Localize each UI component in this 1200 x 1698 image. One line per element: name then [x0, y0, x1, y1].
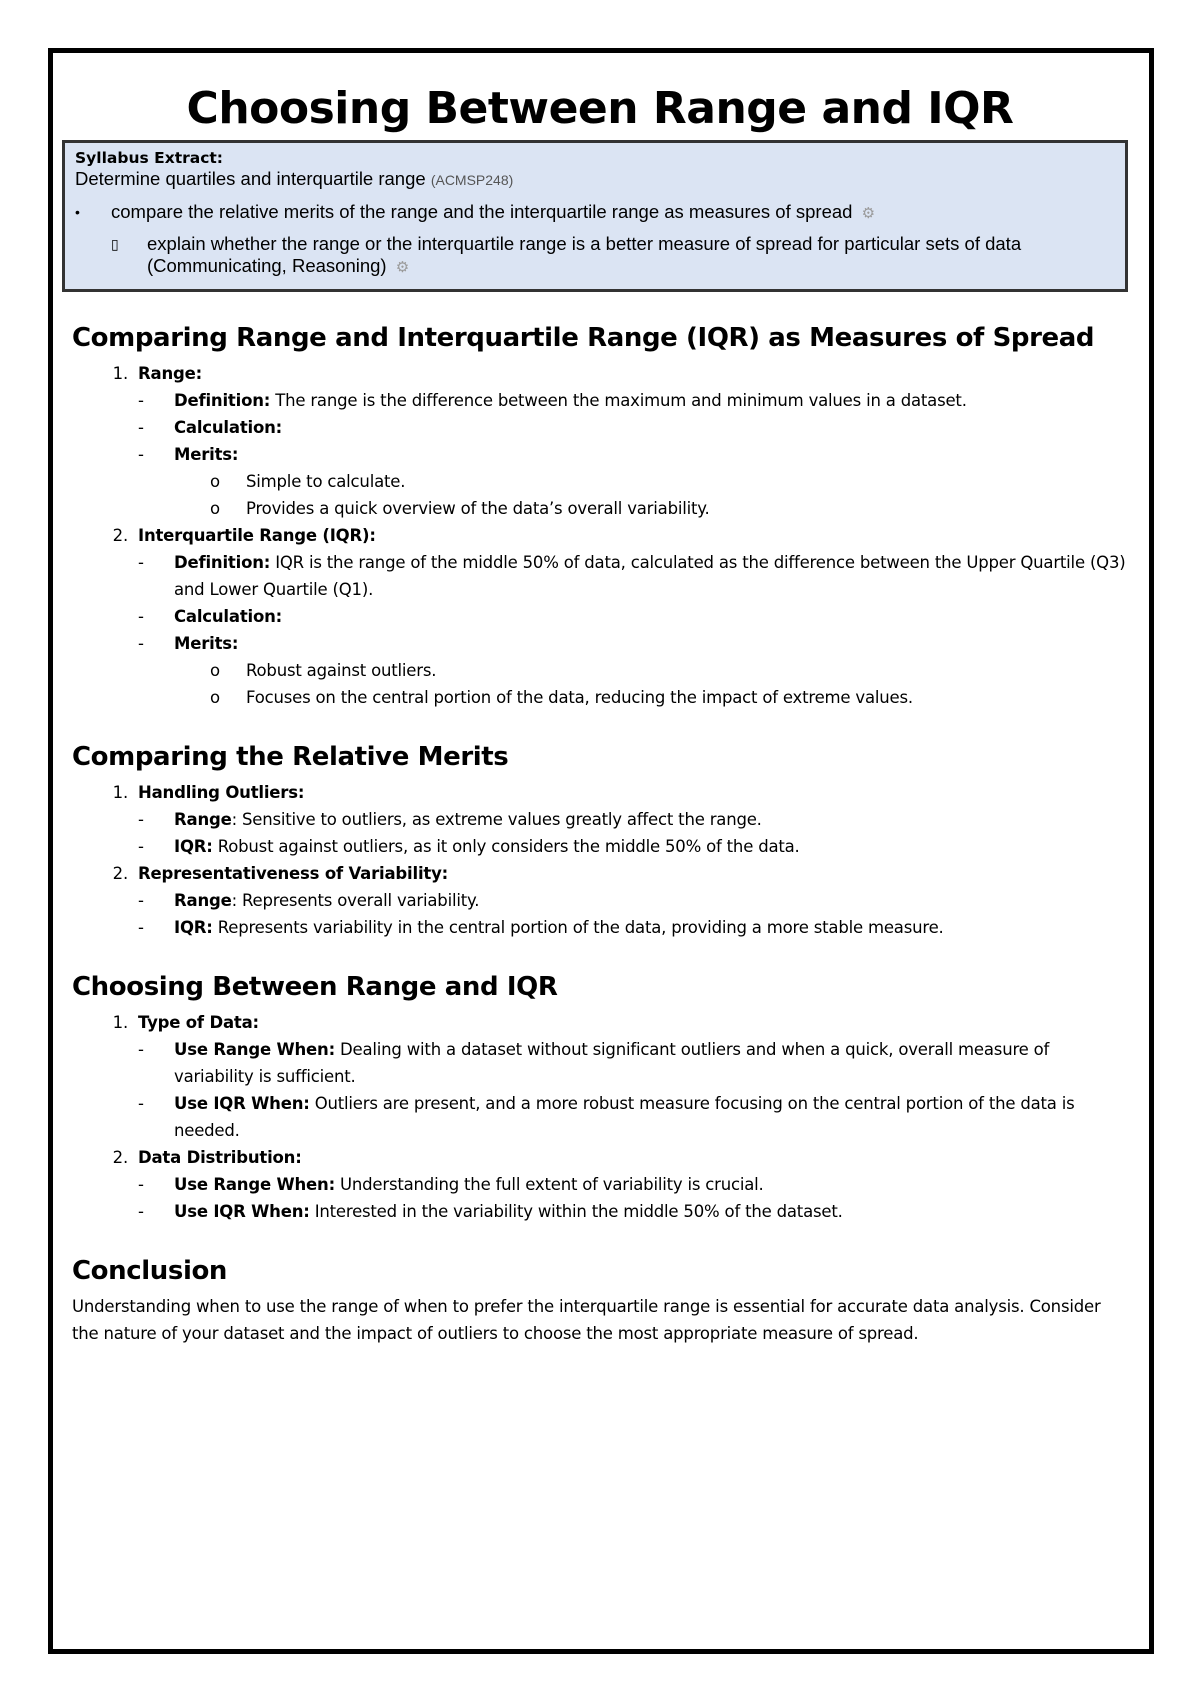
list-number: 2.: [112, 864, 128, 883]
conclusion-text: Understanding when to use the range of when to prefer the interquartile range is essential for accurate data analysis. Consider the nature of your dataset and the impact of outliers to choose the most appropriate measure of spread.: [72, 1297, 1101, 1343]
list-item: [72, 522, 1128, 549]
term-label: Range: [174, 891, 232, 910]
dash-marker: -: [138, 634, 144, 653]
list-label: Type of Data:: [138, 1013, 259, 1032]
list-text: [174, 1090, 1128, 1144]
dash-marker: -: [138, 918, 144, 937]
circle-marker: o: [210, 661, 220, 680]
term-text: : Represents overall variability.: [231, 891, 480, 910]
bullet-marker: •: [75, 204, 80, 220]
syllabus-heading: Syllabus Extract:: [75, 149, 223, 167]
list-item: [210, 657, 1128, 684]
section-heading-comparing: Comparing Range and Interquartile Range (IQR) as Measures of Spread: [72, 323, 1095, 353]
syllabus-bullet-text: compare the relative merits of the range and the interquartile range as measures of spread: [111, 201, 853, 222]
list-item: [72, 779, 1128, 806]
term-label: Merits:: [174, 445, 239, 464]
list-text: Focuses on the central portion of the data, reducing the impact of extreme values.: [246, 688, 913, 707]
list-item: [138, 549, 1128, 603]
list-text: [174, 387, 1128, 414]
list-item: [72, 360, 1128, 387]
term-text: Dealing with a dataset without significant outliers and when a quick, overall measure of variability is sufficient.: [174, 1040, 1050, 1086]
list-item: [72, 1009, 1128, 1036]
term-text: Understanding the full extent of variability is crucial.: [334, 1175, 764, 1194]
circle-marker: o: [210, 499, 220, 518]
dash-marker: -: [138, 1175, 144, 1194]
list-item: [72, 1144, 1128, 1171]
list-text: Provides a quick overview of the data’s overall variability.: [246, 499, 710, 518]
list-item: [72, 860, 1128, 887]
syllabus-code: (ACMSP248): [430, 172, 514, 188]
term-text: The range is the difference between the maximum and minimum values in a dataset.: [270, 391, 967, 410]
syllabus-sub-content: [147, 233, 1115, 279]
term-label: Definition:: [174, 391, 271, 410]
dash-marker: -: [138, 1040, 144, 1059]
term-label: Use IQR When:: [174, 1202, 310, 1221]
list-label: Representativeness of Variability:: [138, 864, 449, 883]
list-item: [138, 914, 1128, 941]
list-item: [138, 630, 1128, 657]
term-text: : Sensitive to outliers, as extreme values greatly affect the range.: [231, 810, 762, 829]
list-item: [138, 887, 1128, 914]
list-item: [138, 387, 1128, 414]
list-text: [174, 806, 1128, 833]
list-item: [210, 495, 1128, 522]
document-content: [72, 78, 1128, 1347]
term-label: Use Range When:: [174, 1040, 335, 1059]
term-text: Robust against outliers, as it only considers the middle 50% of the data.: [212, 837, 800, 856]
syllabus-sub-text: explain whether the range or the interquartile range is a better measure of spread for particular sets of data (Communicating, Reasoning): [147, 233, 1022, 276]
syllabus-sub-bullet: [75, 233, 1115, 279]
list-item: [138, 1036, 1128, 1090]
section-heading-conclusion: Conclusion: [72, 1256, 228, 1286]
list-item: [210, 468, 1128, 495]
term-label: Use IQR When:: [174, 1094, 310, 1113]
term-label: Calculation:: [174, 418, 283, 437]
section-comparing: [72, 360, 1128, 711]
section-heading-merits: Comparing the Relative Merits: [72, 742, 509, 772]
term-label: IQR:: [174, 918, 213, 937]
list-text: [174, 1171, 1128, 1198]
syllabus-bullet-content: [111, 201, 875, 225]
term-label: IQR:: [174, 837, 213, 856]
list-label: Interquartile Range (IQR):: [138, 526, 376, 545]
list-text: [174, 1198, 1128, 1225]
list-text: [174, 549, 1128, 603]
page-title: Choosing Between Range and IQR: [186, 83, 1014, 134]
list-number: 1.: [112, 783, 128, 802]
list-label: Data Distribution:: [138, 1148, 302, 1167]
list-item: [138, 1171, 1128, 1198]
list-number: 2.: [112, 526, 128, 545]
list-label: Range:: [138, 364, 202, 383]
term-label: Merits:: [174, 634, 239, 653]
list-text: [174, 887, 1128, 914]
list-item: [138, 603, 1128, 630]
section-merits: [72, 779, 1128, 941]
dash-marker: -: [138, 1094, 144, 1113]
list-item: [138, 414, 1128, 441]
dash-marker: -: [138, 553, 144, 572]
list-item: [138, 441, 1128, 468]
dash-marker: -: [138, 445, 144, 464]
dash-marker: -: [138, 391, 144, 410]
sub-bullet-marker: ▯: [111, 236, 119, 252]
list-number: 1.: [112, 364, 128, 383]
syllabus-line: [75, 168, 1115, 191]
list-item: [138, 833, 1128, 860]
term-text: IQR is the range of the middle 50% of data, calculated as the difference between the Upper Quartile (Q3) and Lower Quartile (Q1).: [174, 553, 1126, 599]
term-text: Interested in the variability within the middle 50% of the dataset.: [309, 1202, 843, 1221]
gear-icon: ⚙: [395, 259, 410, 276]
dash-marker: -: [138, 607, 144, 626]
syllabus-line-text: Determine quartiles and interquartile range: [75, 168, 426, 189]
list-number: 1.: [112, 1013, 128, 1032]
list-number: 2.: [112, 1148, 128, 1167]
list-text: Simple to calculate.: [246, 472, 406, 491]
dash-marker: -: [138, 1202, 144, 1221]
term-label: Use Range When:: [174, 1175, 335, 1194]
list-item: [138, 806, 1128, 833]
syllabus-extract-box: [62, 140, 1128, 292]
list-item: [138, 1198, 1128, 1225]
syllabus-bullet: [75, 201, 1115, 225]
dash-marker: -: [138, 891, 144, 910]
circle-marker: o: [210, 472, 220, 491]
dash-marker: -: [138, 418, 144, 437]
term-label: Calculation:: [174, 607, 283, 626]
list-label: Handling Outliers:: [138, 783, 305, 802]
term-label: Definition:: [174, 553, 271, 572]
section-choosing: [72, 1009, 1128, 1225]
term-text: Represents variability in the central portion of the data, providing a more stable measure.: [212, 918, 944, 937]
list-item: [138, 1090, 1128, 1144]
section-heading-choosing: Choosing Between Range and IQR: [72, 972, 558, 1002]
gear-icon: ⚙: [861, 205, 876, 222]
dash-marker: -: [138, 810, 144, 829]
term-text: Outliers are present, and a more robust measure focusing on the central portion of the data is needed.: [174, 1094, 1075, 1140]
list-text: [174, 1036, 1128, 1090]
list-text: Robust against outliers.: [246, 661, 437, 680]
list-text: [174, 914, 1128, 941]
term-label: Range: [174, 810, 232, 829]
circle-marker: o: [210, 688, 220, 707]
dash-marker: -: [138, 837, 144, 856]
list-text: [174, 833, 1128, 860]
list-item: [210, 684, 1128, 711]
